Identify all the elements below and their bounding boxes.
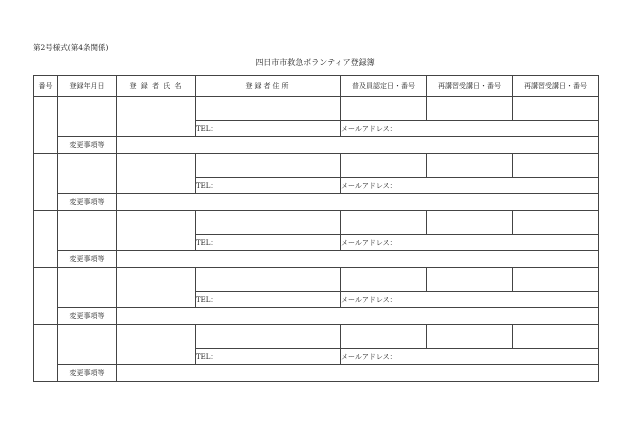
address-cell [196, 97, 341, 121]
change-row [34, 308, 599, 325]
registration-table [33, 75, 599, 382]
entry-row [34, 325, 599, 349]
address-cell [196, 268, 341, 292]
form-number: 第2号様式(第4条関係) [33, 43, 109, 52]
change-notes-cell [117, 251, 599, 268]
registration-date-cell [58, 325, 117, 365]
change-notes-cell [117, 137, 599, 154]
retraining-1-cell [427, 211, 513, 235]
address-cell [196, 211, 341, 235]
change-label: 変更事項等 [58, 308, 117, 325]
retraining-2-cell [513, 325, 599, 349]
change-row [34, 137, 599, 154]
address-cell [196, 154, 341, 178]
tel-cell: TEL： [196, 121, 341, 137]
registrant-name-cell [117, 97, 196, 137]
header-number: 番号 [34, 76, 58, 97]
certification-cell [341, 154, 427, 178]
entry-row [34, 97, 599, 121]
retraining-1-cell [427, 268, 513, 292]
email-cell: メールアドレス： [341, 235, 599, 251]
registrant-name-cell [117, 325, 196, 365]
change-row [34, 365, 599, 382]
change-row [34, 251, 599, 268]
registration-date-cell [58, 211, 117, 251]
header-row [34, 76, 599, 97]
retraining-2-cell [513, 97, 599, 121]
retraining-2-cell [513, 268, 599, 292]
header-registration-date: 登録年月日 [58, 76, 117, 97]
registrant-name-cell [117, 211, 196, 251]
change-notes-cell [117, 308, 599, 325]
header-retraining-2: 再講習受講日・番号 [513, 76, 599, 97]
retraining-1-cell [427, 325, 513, 349]
registration-date-cell [58, 268, 117, 308]
retraining-2-cell [513, 154, 599, 178]
header-certification: 普及員認定日・番号 [341, 76, 427, 97]
entry-number-cell [34, 268, 58, 325]
header-registrant-name: 登 録 者 氏 名 [117, 76, 196, 97]
registration-date-cell [58, 154, 117, 194]
entry-row [34, 154, 599, 178]
tel-cell: TEL： [196, 178, 341, 194]
change-label: 変更事項等 [58, 365, 117, 382]
change-label: 変更事項等 [58, 251, 117, 268]
certification-cell [341, 325, 427, 349]
registration-date-cell [58, 97, 117, 137]
email-cell: メールアドレス： [341, 349, 599, 365]
retraining-1-cell [427, 97, 513, 121]
email-cell: メールアドレス： [341, 292, 599, 308]
certification-cell [341, 268, 427, 292]
tel-cell: TEL： [196, 235, 341, 251]
entry-number-cell [34, 154, 58, 211]
registrant-name-cell [117, 268, 196, 308]
entry-row [34, 211, 599, 235]
entry-number-cell [34, 211, 58, 268]
change-row [34, 194, 599, 211]
change-notes-cell [117, 365, 599, 382]
registrant-name-cell [117, 154, 196, 194]
header-registrant-address: 登録者住所 [196, 76, 341, 97]
header-retraining-1: 再講習受講日・番号 [427, 76, 513, 97]
certification-cell [341, 97, 427, 121]
change-label: 変更事項等 [58, 194, 117, 211]
address-cell [196, 325, 341, 349]
retraining-1-cell [427, 154, 513, 178]
change-notes-cell [117, 194, 599, 211]
tel-cell: TEL： [196, 292, 341, 308]
change-label: 変更事項等 [58, 137, 117, 154]
email-cell: メールアドレス： [341, 178, 599, 194]
document-title: 四日市市救急ボランティア登録簿 [255, 58, 375, 67]
certification-cell [341, 211, 427, 235]
email-cell: メールアドレス： [341, 121, 599, 137]
entry-number-cell [34, 97, 58, 154]
entry-number-cell [34, 325, 58, 382]
tel-cell: TEL： [196, 349, 341, 365]
retraining-2-cell [513, 211, 599, 235]
entry-row [34, 268, 599, 292]
